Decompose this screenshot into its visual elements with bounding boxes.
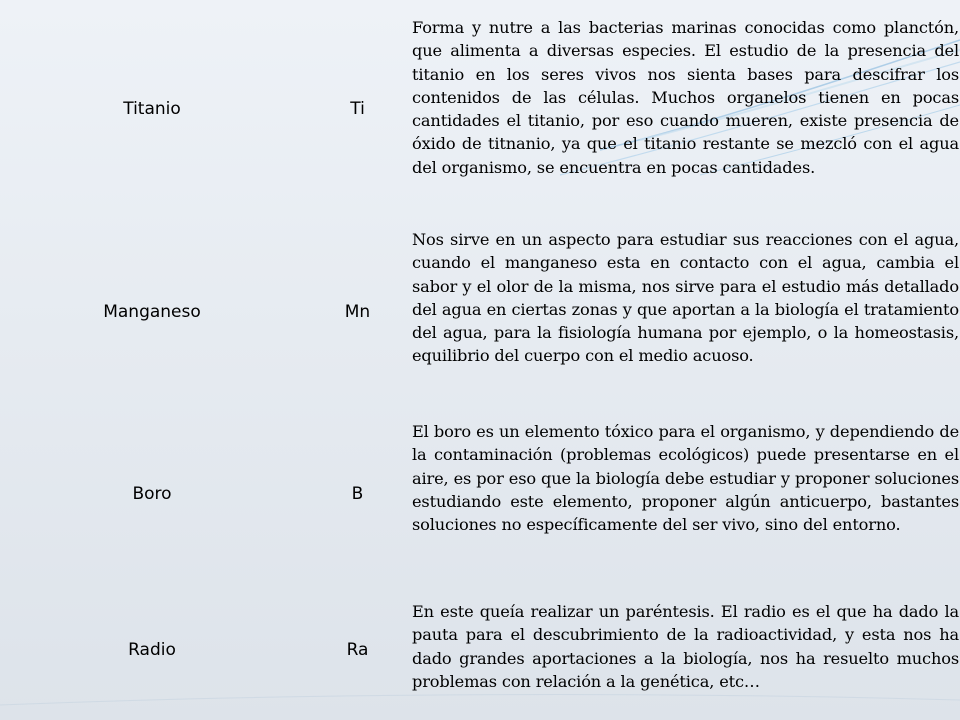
- table-row: [0, 210, 960, 400]
- table-row: [0, 0, 960, 210]
- table-row: [0, 400, 960, 590]
- element-symbol: Ra: [346, 640, 369, 660]
- element-name: Manganeso: [103, 302, 201, 322]
- element-symbol: Mn: [344, 302, 371, 322]
- element-description: Nos sirve en un aspecto para estudiar sus reacciones con el agua, cuando el manganeso esta en contacto con el agua, cambia el sabor y el olor de la misma, nos sirve para el estudio más detallado del agua en ciertas zonas y que aportan a la biología el tratamiento del agua, para la fisiología humana por ejemplo, o la homeostasis, equilibrio del cuerpo con el medio acuoso.: [412, 230, 959, 366]
- element-description: El boro es un elemento tóxico para el organismo, y dependiendo de la contaminación (problemas ecológicos) puede presentarse en el aire, es por eso que la biología debe estudiar y proponer soluciones estudiando este elemento, proponer algún anticuerpo, bastantes soluciones no específicamente del ser vivo, sino del entorno.: [412, 422, 959, 535]
- element-name: Titanio: [123, 99, 181, 119]
- element-name: Boro: [132, 484, 172, 504]
- element-description: En este queía realizar un paréntesis. El radio es el que ha dado la pauta para el descubrimiento de la radioactividad, y esta nos ha dado grandes aportaciones a la biología, nos ha resuelto muchos problemas con relación a la genética, etc…: [412, 602, 959, 691]
- element-name: Radio: [128, 640, 176, 660]
- element-description: Forma y nutre a las bacterias marinas conocidas como planctón, que alimenta a diversas especies. El estudio de la presencia del titanio en los seres vivos nos sienta bases para descifrar los contenidos de las células. Muchos organelos tienen en pocas cantidades el titanio, por eso cuando mueren, existe presencia de óxido de titnanio, ya que el titanio restante se mezcló con el agua del organismo, se encuentra en pocas cantidades.: [412, 18, 959, 177]
- element-symbol: Ti: [350, 99, 365, 119]
- element-symbol: B: [351, 484, 364, 504]
- table-row: [0, 590, 960, 720]
